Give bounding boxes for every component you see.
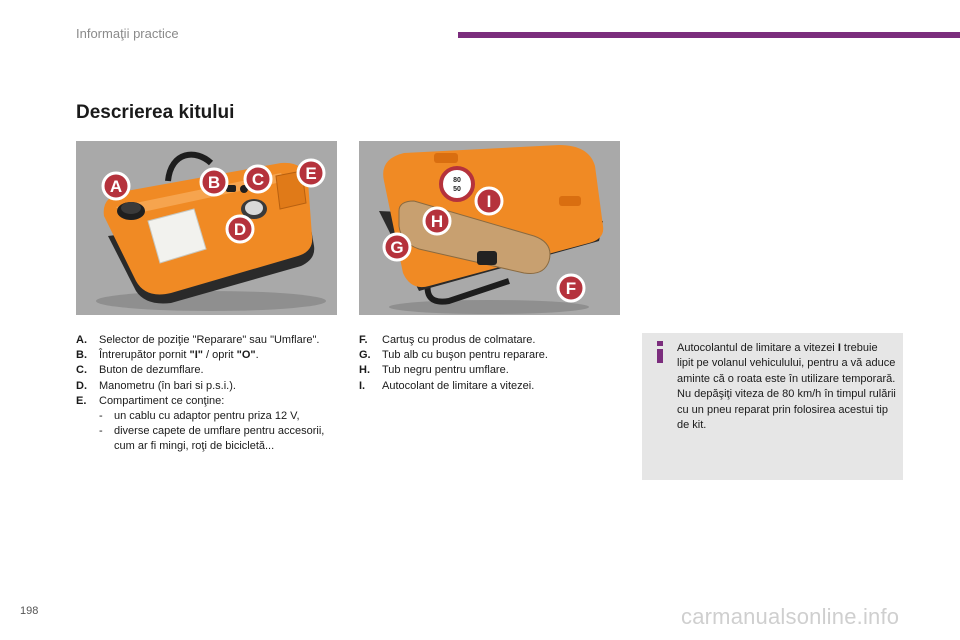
callout-label: C bbox=[251, 170, 265, 189]
callout-d bbox=[227, 216, 253, 242]
callout-label: A bbox=[109, 177, 123, 196]
info-note-box bbox=[642, 333, 903, 480]
callout-label: H bbox=[430, 212, 444, 231]
compartment-contents-list bbox=[99, 409, 336, 455]
legend-key: I. bbox=[359, 379, 366, 392]
legend-text: Selector de poziţie "Reparare" sau "Umflare". bbox=[99, 334, 320, 346]
section-label: Informaţii practice bbox=[76, 26, 179, 41]
legend-text: Tub negru pentru umflare. bbox=[382, 364, 509, 377]
callout-label: D bbox=[233, 220, 247, 239]
compressor-photo bbox=[76, 141, 337, 315]
legend-right bbox=[359, 333, 609, 394]
legend-item-c bbox=[76, 363, 336, 378]
legend-key: B. bbox=[76, 349, 87, 362]
switch-off-label: "O" bbox=[236, 349, 256, 362]
callout-label: F bbox=[565, 279, 577, 298]
legend-text: Manometru (în bari si p.s.i.). bbox=[99, 379, 236, 392]
sticker-ref: I bbox=[837, 342, 841, 354]
sticker-bottom-text: 50 bbox=[453, 186, 461, 193]
callout-c bbox=[245, 166, 271, 192]
page-title: Descrierea kitului bbox=[76, 102, 235, 123]
legend-text: Buton de dezumflare. bbox=[99, 364, 204, 377]
callout-label: I bbox=[486, 192, 492, 211]
section-header-bar bbox=[458, 32, 960, 38]
legend-key: D. bbox=[76, 379, 87, 392]
legend-item-e bbox=[76, 394, 336, 409]
list-dash: - bbox=[99, 410, 103, 423]
legend-key: H. bbox=[359, 364, 370, 377]
legend-text: Autocolant de limitare a vitezei. bbox=[382, 379, 535, 392]
legend-text: Cartuş cu produs de colmatare. bbox=[382, 334, 536, 346]
legend-item-f bbox=[359, 333, 609, 348]
list-item bbox=[99, 424, 336, 454]
legend-key: C. bbox=[76, 364, 87, 377]
list-item bbox=[99, 409, 336, 424]
legend-key: G. bbox=[359, 349, 371, 362]
legend-left bbox=[76, 333, 336, 455]
legend-item-h bbox=[359, 363, 609, 378]
callout-layer-left bbox=[76, 141, 337, 315]
legend-item-g bbox=[359, 348, 609, 363]
list-dash: - bbox=[99, 425, 103, 438]
callout-e bbox=[298, 160, 324, 186]
callout-f bbox=[558, 275, 584, 301]
callout-layer-right bbox=[359, 141, 620, 315]
info-note-text: Autocolantul de limitare a vitezei I trebuie lipit pe volanul vehiculului, pentru a vă aduce aminte că o roata este în utilizare temporară. Nu depăşiţi viteza de 80 km/h în timpul rulării cu un pneu reparat prin folosirea acestui tip de kit. bbox=[677, 342, 896, 432]
cartridge-photo bbox=[359, 141, 620, 315]
list-item-text: diverse capete de umflare pentru accesorii, cum ar fi mingi, roţi de bicicletă... bbox=[114, 425, 325, 453]
info-icon bbox=[654, 341, 666, 363]
legend-text: Compartiment ce conţine: bbox=[99, 394, 225, 407]
callout-a bbox=[103, 173, 129, 199]
legend-key: A. bbox=[76, 334, 87, 346]
legend-text: Tub alb cu buşon pentru reparare. bbox=[382, 349, 548, 362]
switch-on-label: "I" bbox=[189, 349, 203, 362]
callout-g bbox=[384, 234, 410, 260]
legend-item-a bbox=[76, 333, 336, 348]
sticker-top-text: 80 bbox=[453, 177, 461, 184]
callout-i bbox=[476, 188, 502, 214]
legend-item-d bbox=[76, 379, 336, 394]
list-item-text: un cablu cu adaptor pentru priza 12 V, bbox=[114, 410, 300, 423]
legend-text: Întrerupător pornit "I" / oprit "O". bbox=[99, 349, 259, 362]
page-number: 198 bbox=[20, 605, 39, 617]
legend-key: E. bbox=[76, 394, 87, 407]
callout-h bbox=[424, 208, 450, 234]
callout-label: G bbox=[390, 238, 404, 257]
watermark: carmanualsonline.info bbox=[681, 604, 900, 629]
callout-b bbox=[201, 169, 227, 195]
callout-label: B bbox=[207, 173, 221, 192]
legend-item-b bbox=[76, 348, 336, 363]
callout-label: E bbox=[305, 164, 317, 183]
legend-item-i bbox=[359, 379, 609, 394]
legend-key: F. bbox=[359, 334, 368, 346]
